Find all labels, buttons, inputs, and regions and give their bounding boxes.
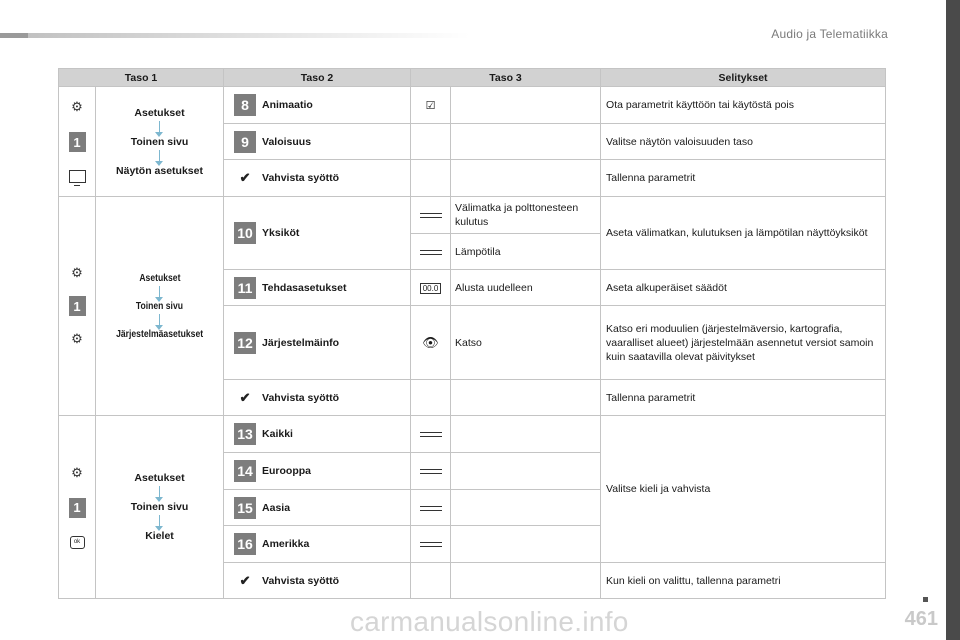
- path-step: Kielet: [145, 530, 174, 542]
- col-header-taso3: Taso 3: [411, 69, 601, 87]
- explanation-cell: Valitse näytön valoisuuden taso: [601, 124, 886, 160]
- taso3-icon-cell: [411, 87, 451, 124]
- step-badge: 9: [234, 131, 256, 153]
- arrow-down-icon: [159, 314, 160, 326]
- path-step: Toinen sivu: [135, 300, 184, 312]
- group1-icons: [59, 87, 96, 197]
- taso2-label: Vahvista syöttö: [262, 172, 340, 184]
- taso2-label: Amerikka: [262, 538, 310, 550]
- option-line-icon: [420, 213, 442, 218]
- table-row: [59, 87, 886, 124]
- taso2-label: Tehdasasetukset: [262, 281, 347, 294]
- taso2-cell: [224, 453, 411, 490]
- arrow-down-icon: [159, 150, 160, 162]
- path-step: Asetukset: [134, 106, 185, 119]
- step-badge: 14: [234, 460, 256, 482]
- explanation-cell: Aseta alkuperäiset säädöt: [601, 270, 886, 306]
- taso3-cell: [451, 380, 601, 416]
- step-badge: 12: [234, 332, 256, 354]
- taso2-label: Aasia: [262, 501, 291, 514]
- taso2-cell: [224, 490, 411, 526]
- taso2-label: Yksiköt: [262, 227, 300, 239]
- group1-path: [96, 87, 224, 197]
- taso3-cell: Alusta uudelleen: [451, 270, 601, 306]
- taso2-cell: [224, 416, 411, 453]
- taso3-icon-cell: [411, 234, 451, 270]
- taso2-cell: [224, 160, 411, 197]
- taso3-cell: [451, 160, 601, 197]
- taso3-cell: [451, 563, 601, 599]
- step-badge: 16: [234, 533, 256, 555]
- reset-icon: 00.0: [420, 283, 442, 294]
- gear-icon: ⚙: [71, 265, 83, 280]
- taso3-icon-cell: [411, 306, 451, 380]
- explanation-cell: Ota parametrit käyttöön tai käytöstä pois: [601, 87, 886, 124]
- display-icon: [69, 170, 86, 183]
- taso3-cell: Katso: [451, 306, 601, 380]
- step-badge: 11: [234, 277, 256, 299]
- gear-icon: ⚙: [71, 464, 83, 480]
- taso2-label: Vahvista syöttö: [262, 574, 340, 587]
- taso3-icon-cell: [411, 197, 451, 234]
- path-step: Järjestelmäasetukset: [115, 328, 204, 340]
- header-bar-accent: [0, 33, 28, 38]
- taso2-cell: [224, 306, 411, 380]
- taso3-icon-cell: [411, 160, 451, 197]
- page-number: 461: [904, 608, 938, 630]
- path-step: Toinen sivu: [130, 501, 189, 513]
- taso2-label: Kaikki: [262, 428, 293, 440]
- option-line-icon: [420, 469, 442, 474]
- arrow-down-icon: [159, 515, 160, 527]
- taso2-cell: [224, 270, 411, 306]
- section-title: Audio ja Telematiikka: [771, 27, 888, 41]
- step-badge: 13: [234, 423, 256, 445]
- check-icon: ✔: [239, 170, 251, 185]
- explanation-cell: Katso eri moduulien (järjestelmäversio, kartografia, vaaralliset alueet) järjestelmään asennetut versiot samoin kuin saatavilla olevat päivitykset: [601, 306, 886, 380]
- table-row: [59, 197, 886, 234]
- header-bar: [0, 33, 470, 38]
- taso2-label: Animaatio: [262, 99, 313, 111]
- taso3-icon-cell: [411, 453, 451, 490]
- taso2-cell: [224, 380, 411, 416]
- option-line-icon: [420, 506, 442, 511]
- taso2-label: Valoisuus: [262, 135, 312, 148]
- path-step: Toinen sivu: [130, 135, 189, 148]
- col-header-taso1: Taso 1: [59, 69, 224, 87]
- arrow-down-icon: [159, 121, 160, 133]
- taso2-cell: [224, 87, 411, 124]
- path-step: Näytön asetukset: [116, 164, 203, 177]
- check-icon: ✔: [239, 389, 251, 405]
- path-step: Asetukset: [134, 472, 185, 484]
- eye-icon: 👁: [422, 334, 439, 350]
- taso3-cell: Lämpötila: [451, 234, 601, 270]
- taso2-label: Järjestelmäinfo: [262, 336, 340, 349]
- taso3-icon-cell: [411, 124, 451, 160]
- taso3-cell: [451, 87, 601, 124]
- group3-path: [96, 416, 224, 599]
- taso2-cell: [224, 197, 411, 270]
- group2-icons: [59, 197, 96, 416]
- page-edge-strip: [946, 0, 960, 640]
- taso3-icon-cell: [411, 380, 451, 416]
- gear-icon: ⚙: [71, 99, 83, 114]
- language-icon: ok: [70, 536, 85, 549]
- arrow-down-icon: [159, 286, 160, 298]
- taso3-icon-cell: [411, 270, 451, 306]
- taso3-icon-cell: [411, 563, 451, 599]
- step-badge: 8: [234, 94, 256, 116]
- taso3-cell: [451, 124, 601, 160]
- watermark: carmanualsonline.info: [350, 606, 629, 637]
- path-step: Asetukset: [138, 272, 181, 284]
- system-settings-icon: ⚙: [71, 331, 83, 346]
- col-header-selitykset: Selitykset: [601, 69, 886, 87]
- taso3-cell: [451, 416, 601, 453]
- taso3-cell: [451, 453, 601, 490]
- step-badge: 1: [69, 498, 86, 518]
- taso2-label: Eurooppa: [262, 465, 312, 477]
- explanation-cell: Kun kieli on valittu, tallenna parametri: [601, 563, 886, 599]
- taso3-icon-cell: [411, 526, 451, 563]
- taso3-cell: [451, 526, 601, 563]
- taso2-cell: [224, 526, 411, 563]
- explanation-cell: Aseta välimatkan, kulutuksen ja lämpötilan näyttöyksiköt: [601, 197, 886, 270]
- taso2-cell: [224, 124, 411, 160]
- group3-icons: [59, 416, 96, 599]
- taso3-cell: [451, 490, 601, 526]
- option-line-icon: [420, 250, 442, 255]
- col-header-taso2: Taso 2: [224, 69, 411, 87]
- taso3-icon-cell: [411, 416, 451, 453]
- step-badge: 10: [234, 222, 256, 244]
- arrow-down-icon: [159, 486, 160, 498]
- page-marker: [923, 597, 928, 602]
- taso2-cell: [224, 563, 411, 599]
- option-line-icon: [420, 542, 442, 547]
- edit-checkbox-icon: ☑: [425, 99, 436, 112]
- taso3-icon-cell: [411, 490, 451, 526]
- option-line-icon: [420, 432, 442, 437]
- table-row: [59, 416, 886, 453]
- check-icon: ✔: [239, 572, 251, 588]
- taso2-label: Vahvista syöttö: [262, 391, 340, 404]
- group2-path: [96, 197, 224, 416]
- settings-table: [58, 68, 886, 599]
- explanation-cell: Valitse kieli ja vahvista: [601, 416, 886, 563]
- step-badge: 1: [69, 296, 86, 316]
- explanation-cell: Tallenna parametrit: [601, 160, 886, 197]
- taso3-cell: Välimatka ja polttonesteen kulutus: [451, 197, 601, 234]
- step-badge: 15: [234, 497, 256, 519]
- step-badge: 1: [69, 132, 86, 152]
- explanation-cell: Tallenna parametrit: [601, 380, 886, 416]
